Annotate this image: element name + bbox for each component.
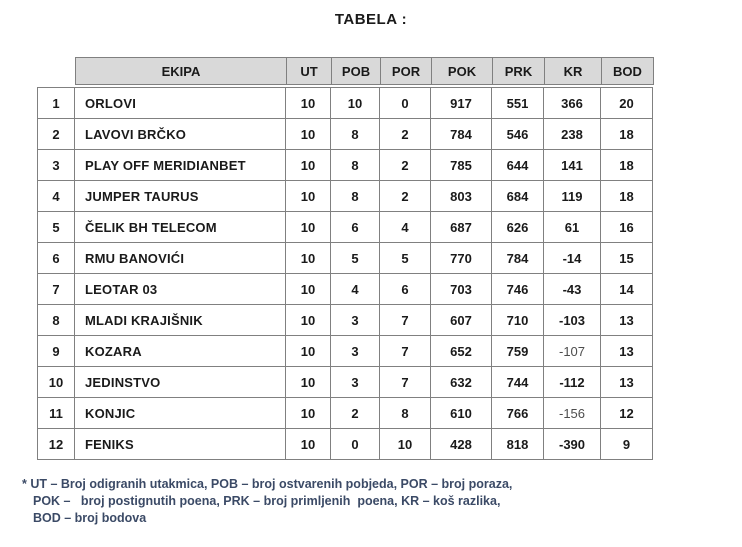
rank-number: 8 bbox=[37, 304, 75, 336]
column-header-pok: POK bbox=[431, 57, 493, 85]
team-name: PLAY OFF MERIDIANBET bbox=[74, 149, 286, 181]
cell-kr: -156 bbox=[543, 397, 601, 429]
table-row bbox=[37, 242, 661, 274]
cell-ut: 10 bbox=[285, 335, 331, 367]
cell-prk: 766 bbox=[491, 397, 544, 429]
cell-kr: -43 bbox=[543, 273, 601, 305]
cell-bod: 18 bbox=[600, 118, 653, 150]
cell-por: 2 bbox=[379, 118, 431, 150]
rank-number: 2 bbox=[37, 118, 75, 150]
cell-pob: 0 bbox=[330, 428, 380, 460]
cell-pob: 10 bbox=[330, 87, 380, 119]
footnote-line: BOD – broj bodova bbox=[33, 511, 147, 525]
table-row bbox=[37, 118, 661, 150]
cell-por: 2 bbox=[379, 180, 431, 212]
cell-por: 2 bbox=[379, 149, 431, 181]
column-header-prk: PRK bbox=[492, 57, 545, 85]
cell-bod: 13 bbox=[600, 335, 653, 367]
cell-bod: 15 bbox=[600, 242, 653, 274]
table-row bbox=[37, 273, 661, 305]
table-row bbox=[37, 335, 661, 367]
cell-bod: 18 bbox=[600, 149, 653, 181]
cell-pok: 428 bbox=[430, 428, 492, 460]
team-name: JUMPER TAURUS bbox=[74, 180, 286, 212]
cell-kr: -112 bbox=[543, 366, 601, 398]
cell-pok: 784 bbox=[430, 118, 492, 150]
cell-pob: 4 bbox=[330, 273, 380, 305]
table-row bbox=[37, 366, 661, 398]
cell-ut: 10 bbox=[285, 180, 331, 212]
table-row bbox=[37, 211, 661, 243]
table-row bbox=[37, 180, 661, 212]
cell-ut: 10 bbox=[285, 397, 331, 429]
cell-kr: 238 bbox=[543, 118, 601, 150]
cell-ut: 10 bbox=[285, 366, 331, 398]
rank-number: 9 bbox=[37, 335, 75, 367]
cell-prk: 546 bbox=[491, 118, 544, 150]
cell-pob: 3 bbox=[330, 335, 380, 367]
team-name: MLADI KRAJIŠNIK bbox=[74, 304, 286, 336]
cell-pob: 8 bbox=[330, 118, 380, 150]
cell-por: 6 bbox=[379, 273, 431, 305]
cell-pok: 703 bbox=[430, 273, 492, 305]
cell-prk: 644 bbox=[491, 149, 544, 181]
cell-pob: 3 bbox=[330, 366, 380, 398]
cell-pok: 652 bbox=[430, 335, 492, 367]
cell-pok: 607 bbox=[430, 304, 492, 336]
column-header-por: POR bbox=[380, 57, 432, 85]
cell-prk: 710 bbox=[491, 304, 544, 336]
cell-prk: 784 bbox=[491, 242, 544, 274]
table-row bbox=[37, 397, 661, 429]
cell-por: 10 bbox=[379, 428, 431, 460]
cell-kr: -103 bbox=[543, 304, 601, 336]
cell-prk: 759 bbox=[491, 335, 544, 367]
cell-ut: 10 bbox=[285, 149, 331, 181]
rank-number: 6 bbox=[37, 242, 75, 274]
cell-kr: -14 bbox=[543, 242, 601, 274]
legend-footnote bbox=[22, 476, 702, 527]
cell-ut: 10 bbox=[285, 242, 331, 274]
cell-ut: 10 bbox=[285, 304, 331, 336]
cell-por: 0 bbox=[379, 87, 431, 119]
table-row bbox=[37, 149, 661, 181]
cell-prk: 744 bbox=[491, 366, 544, 398]
team-name: LEOTAR 03 bbox=[74, 273, 286, 305]
cell-ut: 10 bbox=[285, 211, 331, 243]
cell-kr: 61 bbox=[543, 211, 601, 243]
cell-pok: 803 bbox=[430, 180, 492, 212]
table-row bbox=[37, 428, 661, 460]
cell-bod: 14 bbox=[600, 273, 653, 305]
cell-pok: 785 bbox=[430, 149, 492, 181]
rank-number: 7 bbox=[37, 273, 75, 305]
cell-bod: 20 bbox=[600, 87, 653, 119]
cell-kr: -390 bbox=[543, 428, 601, 460]
cell-pob: 8 bbox=[330, 149, 380, 181]
cell-prk: 818 bbox=[491, 428, 544, 460]
rank-number: 10 bbox=[37, 366, 75, 398]
rank-number: 12 bbox=[37, 428, 75, 460]
standings-table bbox=[37, 57, 661, 460]
cell-kr: 141 bbox=[543, 149, 601, 181]
cell-bod: 9 bbox=[600, 428, 653, 460]
team-name: KOZARA bbox=[74, 335, 286, 367]
column-header-pob: POB bbox=[331, 57, 381, 85]
cell-ut: 10 bbox=[285, 87, 331, 119]
cell-por: 5 bbox=[379, 242, 431, 274]
cell-por: 7 bbox=[379, 366, 431, 398]
rank-number: 3 bbox=[37, 149, 75, 181]
table-body bbox=[37, 87, 661, 460]
column-header-bod: BOD bbox=[601, 57, 654, 85]
team-name: ORLOVI bbox=[74, 87, 286, 119]
footnote-line: * UT – Broj odigranih utakmica, POB – broj ostvarenih pobjeda, POR – broj poraza, bbox=[22, 477, 513, 491]
team-name: ČELIK BH TELECOM bbox=[74, 211, 286, 243]
cell-pob: 6 bbox=[330, 211, 380, 243]
column-header-kr: KR bbox=[544, 57, 602, 85]
table-row bbox=[37, 304, 661, 336]
page-title: TABELA : bbox=[334, 11, 408, 28]
team-name: JEDINSTVO bbox=[74, 366, 286, 398]
cell-pok: 687 bbox=[430, 211, 492, 243]
cell-pok: 770 bbox=[430, 242, 492, 274]
team-name: RMU BANOVIĆI bbox=[74, 242, 286, 274]
cell-prk: 746 bbox=[491, 273, 544, 305]
cell-pob: 2 bbox=[330, 397, 380, 429]
cell-pok: 610 bbox=[430, 397, 492, 429]
table-row bbox=[37, 87, 661, 119]
cell-prk: 684 bbox=[491, 180, 544, 212]
cell-pob: 3 bbox=[330, 304, 380, 336]
cell-bod: 13 bbox=[600, 366, 653, 398]
rank-number: 1 bbox=[37, 87, 75, 119]
cell-ut: 10 bbox=[285, 428, 331, 460]
cell-pob: 8 bbox=[330, 180, 380, 212]
cell-prk: 551 bbox=[491, 87, 544, 119]
cell-ut: 10 bbox=[285, 273, 331, 305]
cell-por: 4 bbox=[379, 211, 431, 243]
cell-bod: 18 bbox=[600, 180, 653, 212]
cell-por: 8 bbox=[379, 397, 431, 429]
team-name: LAVOVI BRČKO bbox=[74, 118, 286, 150]
team-name: KONJIC bbox=[74, 397, 286, 429]
cell-por: 7 bbox=[379, 304, 431, 336]
footnote-line: POK – broj postignutih poena, PRK – broj primljenih poena, KR – koš razlika, bbox=[33, 494, 501, 508]
rank-number: 5 bbox=[37, 211, 75, 243]
cell-bod: 12 bbox=[600, 397, 653, 429]
column-header-ut: UT bbox=[286, 57, 332, 85]
cell-prk: 626 bbox=[491, 211, 544, 243]
cell-pob: 5 bbox=[330, 242, 380, 274]
cell-bod: 16 bbox=[600, 211, 653, 243]
cell-ut: 10 bbox=[285, 118, 331, 150]
rank-number: 4 bbox=[37, 180, 75, 212]
rank-number: 11 bbox=[37, 397, 75, 429]
cell-kr: -107 bbox=[543, 335, 601, 367]
team-name: FENIKS bbox=[74, 428, 286, 460]
column-header-ekipa: EKIPA bbox=[75, 57, 287, 85]
cell-kr: 119 bbox=[543, 180, 601, 212]
cell-pok: 632 bbox=[430, 366, 492, 398]
cell-pok: 917 bbox=[430, 87, 492, 119]
cell-por: 7 bbox=[379, 335, 431, 367]
cell-bod: 13 bbox=[600, 304, 653, 336]
cell-kr: 366 bbox=[543, 87, 601, 119]
table-header-row bbox=[75, 57, 661, 85]
